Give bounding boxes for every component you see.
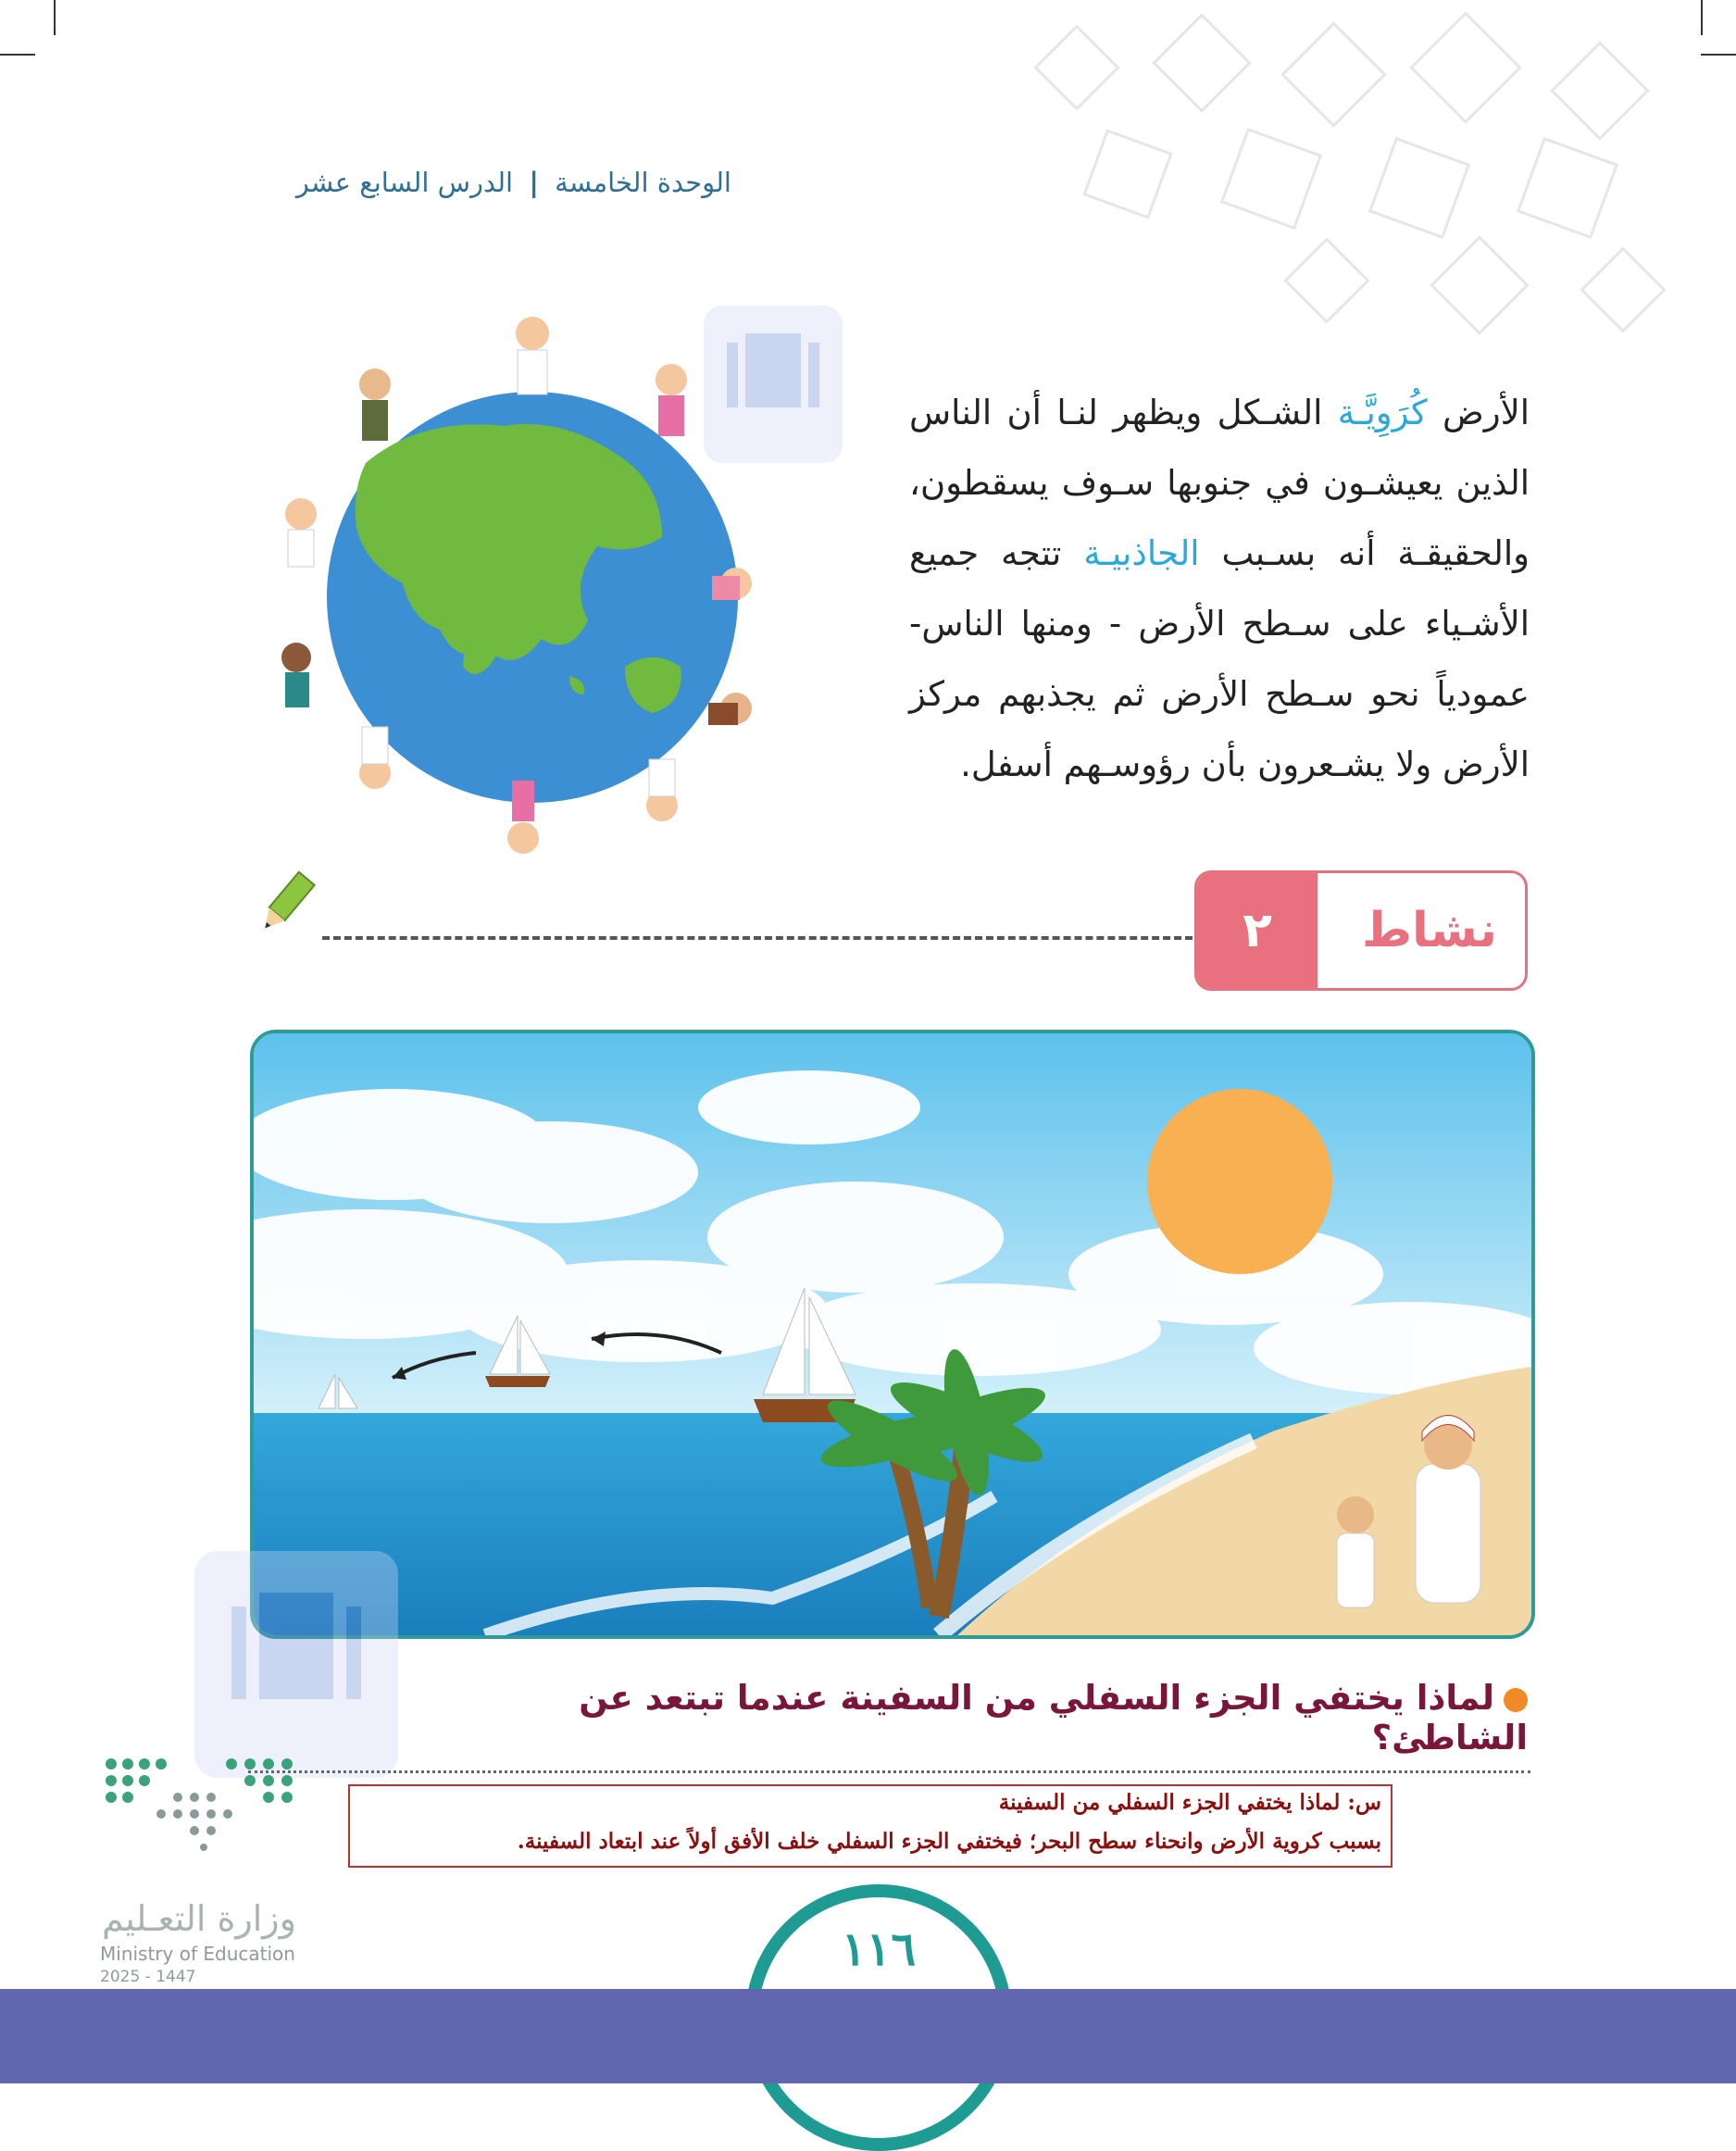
activity-divider bbox=[322, 936, 1193, 940]
crop-mark bbox=[0, 54, 35, 56]
page-number: ١١٦ bbox=[841, 1921, 917, 1976]
activity-number: ٢ bbox=[1197, 873, 1318, 988]
ministry-english: Ministry of Education bbox=[100, 1943, 295, 1965]
bullet-icon bbox=[1504, 1688, 1528, 1712]
activity-question bbox=[518, 1678, 1528, 1757]
ministry-arabic: وزارة التعـليم bbox=[102, 1898, 297, 1939]
intro-text: تتجه جميع الأشـياء على سـطح الأرض - ومنها الناس- عمودياً نحو سـطح الأرض ثم يجذبهم مركز الأرض ولا يشـعرون بأن رؤوسـهم أسفل. bbox=[909, 533, 1530, 784]
pencil-icon bbox=[248, 866, 322, 940]
activity-badge bbox=[1194, 870, 1528, 991]
footer-bar bbox=[0, 1989, 1736, 2083]
crop-mark bbox=[1701, 0, 1703, 35]
question-text: لماذا يختفي الجزء السفلي من السفينة عندما تبتعد عن الشاطئ؟ bbox=[579, 1678, 1528, 1757]
beach-scene bbox=[250, 1030, 1535, 1639]
answer-box bbox=[348, 1784, 1393, 1868]
watermark-logo bbox=[704, 306, 843, 463]
intro-text: الأرض bbox=[1427, 393, 1530, 432]
unit-lesson-header bbox=[241, 167, 731, 198]
crop-mark bbox=[54, 0, 56, 35]
term-spherical: كُرَوِيَّـة bbox=[1337, 393, 1428, 432]
intro-paragraph bbox=[909, 378, 1530, 800]
ministry-years: 2025 - 1447 bbox=[100, 1968, 196, 1986]
term-gravity: الجاذبيـة bbox=[1083, 533, 1200, 573]
crop-mark bbox=[1701, 54, 1736, 56]
intro-text: الشـكل ويظهر لنـا أن الناس الذين يعيشـون في جنوبها سـوف يسقطون، والحقيقـة أنه بسـبب bbox=[909, 393, 1530, 573]
lesson-title: الدرس السابع عشر bbox=[295, 167, 514, 198]
ministry-logo-icon bbox=[102, 1755, 315, 1884]
answer-question: س: لماذا يختفي الجزء السفلي من السفينة bbox=[998, 1790, 1381, 1815]
sun bbox=[1147, 1089, 1332, 1274]
answer-text: بسبب كروية الأرض وانحناء سطح البحر؛ فيختفي الجزء السفلي خلف الأفق أولاً عند ابتعاد السفينة. bbox=[517, 1829, 1381, 1854]
header-separator: | bbox=[529, 167, 539, 198]
activity-label: نشاط bbox=[1362, 903, 1497, 958]
watermark-logo bbox=[194, 1551, 398, 1778]
answer-line bbox=[248, 1770, 1530, 1773]
unit-title: الوحدة الخامسة bbox=[555, 167, 731, 198]
